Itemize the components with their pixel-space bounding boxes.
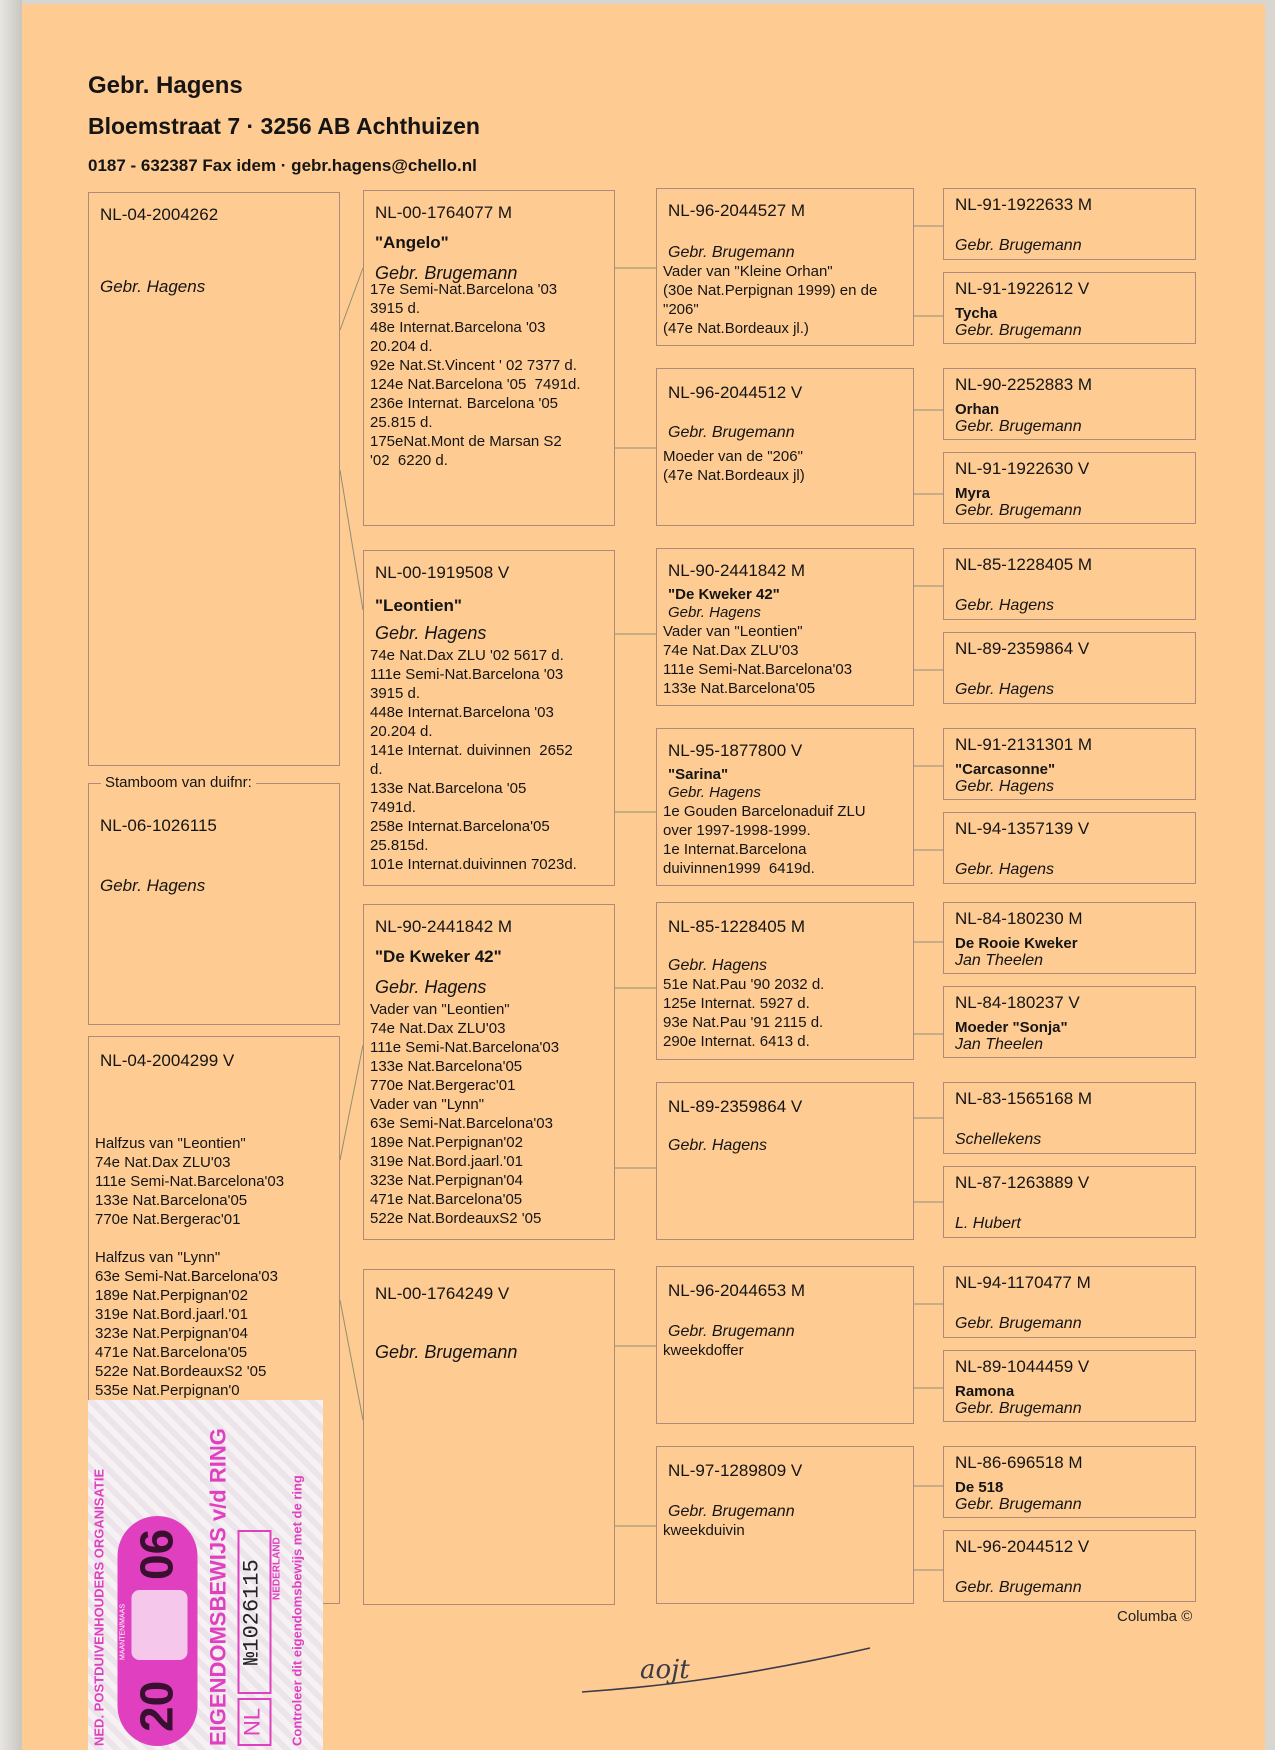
father-owner: Gebr. Hagens bbox=[100, 277, 206, 296]
sire-id: NL-00-1764077 M bbox=[375, 203, 513, 222]
gp-name-3: "De Kweker 42" bbox=[668, 586, 780, 603]
dam-id: NL-00-1919508 V bbox=[375, 563, 510, 582]
ggp-name: De 518 bbox=[955, 1479, 1004, 1496]
ring-country: NL bbox=[238, 1698, 272, 1746]
lion-emblem-icon bbox=[132, 1590, 188, 1660]
gp-id-4: NL-95-1877800 V bbox=[668, 741, 803, 760]
ggp-owner: Gebr. Brugemann bbox=[955, 1400, 1082, 1417]
ring-year-a: 20 bbox=[130, 1680, 183, 1732]
ggp-box bbox=[943, 1082, 1196, 1154]
ggp-owner: Jan Theelen bbox=[955, 1036, 1044, 1053]
gp-notes-7: kweekdoffer bbox=[663, 1342, 744, 1359]
gp-id-6: NL-89-2359864 V bbox=[668, 1097, 803, 1116]
ggp-box bbox=[943, 1350, 1196, 1422]
ggp-owner: Gebr. Brugemann bbox=[955, 502, 1082, 519]
ggp-owner: Gebr. Hagens bbox=[955, 778, 1055, 795]
subject-label: Stamboom van duifnr: bbox=[101, 774, 256, 791]
gp-owner-4: Gebr. Hagens bbox=[668, 784, 761, 801]
ggp-id: NL-84-180230 M bbox=[955, 909, 1083, 928]
gp-notes-1: Vader van "Kleine Orhan" (30e Nat.Perpignan 1999) en de "206" (47e Nat.Bordeaux jl.) bbox=[663, 263, 878, 337]
ggp-id: NL-96-2044512 V bbox=[955, 1537, 1090, 1556]
ggp-name: "Carcasonne" bbox=[955, 761, 1056, 778]
gp-box-3 bbox=[656, 548, 914, 706]
ggp-owner: Gebr. Brugemann bbox=[955, 418, 1082, 435]
gp-id-8: NL-97-1289809 V bbox=[668, 1461, 803, 1480]
mother-notes: Halfzus van "Leontien" 74e Nat.Dax ZLU'03 111e Semi-Nat.Barcelona'03 133e Nat.Barcelona'05 770e Nat.Bergerac'01 Halfzus van "Lynn" 63e Semi-Nat.Barcelona'03 189e Nat.Perpignan'02 319e Nat.Bord.jaarl.'01 323e Nat.Perpignan'04 471e Nat.Barcelona'05 522e Nat.BordeauxS2 '05 535e Nat.Perpignan'0 bbox=[95, 1135, 285, 1399]
father-box bbox=[88, 192, 340, 766]
ggp-id: NL-91-2131301 M bbox=[955, 735, 1093, 754]
ring-land: NEDERLAND bbox=[271, 1537, 283, 1600]
ggp-id: NL-83-1565168 M bbox=[955, 1089, 1093, 1108]
gp-notes-2: Moeder van de "206" (47e Nat.Bordeaux jl) bbox=[663, 448, 805, 484]
signature bbox=[580, 1640, 880, 1700]
dam-results: 74e Nat.Dax ZLU '02 5617 d. 111e Semi-Nat.Barcelona '03 3915 d. 448e Internat.Barcelona '03 20.204 d. 141e Internat. duivinnen 2652 d. 133e Nat.Barcelona '05 7491d. 258e Internat.Barcelona'05 25.815d. 101e Internat.duivinnen 7023d. bbox=[370, 647, 577, 873]
maternal-dam-box bbox=[363, 1269, 615, 1605]
ggp-owner: Gebr. Brugemann bbox=[955, 1579, 1082, 1596]
ggp-name: Orhan bbox=[955, 401, 1000, 418]
ggp-box bbox=[943, 1446, 1196, 1518]
gp-owner-6: Gebr. Hagens bbox=[668, 1137, 768, 1154]
ggp-box bbox=[943, 902, 1196, 974]
subject-id: NL-06-1026115 bbox=[100, 816, 217, 835]
ggp-name: Tycha bbox=[955, 305, 998, 322]
ggp-owner: Gebr. Hagens bbox=[955, 861, 1055, 878]
dam-box bbox=[363, 550, 615, 886]
ggp-id: NL-89-2359864 V bbox=[955, 639, 1090, 658]
ring-small-text: MAANTEN/MAAS bbox=[119, 1603, 127, 1660]
ggp-id: NL-84-180237 V bbox=[955, 993, 1080, 1012]
gp-box-2 bbox=[656, 368, 914, 526]
sire-box bbox=[363, 190, 615, 526]
gp-owner-3: Gebr. Hagens bbox=[668, 604, 761, 621]
mother-id: NL-04-2004299 V bbox=[100, 1051, 235, 1070]
breeder-contact: 0187 - 632387 Fax idem · gebr.hagens@chello.nl bbox=[88, 156, 477, 175]
ggp-name: Ramona bbox=[955, 1383, 1015, 1400]
ggp-box bbox=[943, 272, 1196, 344]
gp-owner-5: Gebr. Hagens bbox=[668, 957, 768, 974]
dam-name: "Leontien" bbox=[375, 596, 462, 615]
ggp-owner: Gebr. Brugemann bbox=[955, 322, 1082, 339]
gp-id-7: NL-96-2044653 M bbox=[668, 1281, 806, 1300]
gp-notes-8: kweekduivin bbox=[663, 1522, 745, 1539]
ring-certificate bbox=[88, 1400, 323, 1750]
ggp-box bbox=[943, 986, 1196, 1058]
ggp-id: NL-87-1263889 V bbox=[955, 1173, 1090, 1192]
ring-title: EIGENDOMSBEWIJS v/d RING bbox=[205, 1428, 231, 1746]
gp-notes-4: 1e Gouden Barcelonaduif ZLU over 1997-1998-1999. 1e Internat.Barcelona duivinnen1999 6419d. bbox=[663, 803, 866, 877]
ggp-owner: L. Hubert bbox=[955, 1215, 1021, 1232]
ggp-id: NL-91-1922630 V bbox=[955, 459, 1090, 478]
ggp-id: NL-85-1228405 M bbox=[955, 555, 1093, 574]
ring-year-b: 06 bbox=[130, 1528, 183, 1580]
svg-text:aojt: aojt bbox=[640, 1655, 690, 1685]
ring-number: №1026115 bbox=[238, 1530, 272, 1694]
maternal-sire-results: Vader van "Leontien" 74e Nat.Dax ZLU'03 111e Semi-Nat.Barcelona'03 133e Nat.Barcelona'05 770e Nat.Bergerac'01 Vader van "Lynn" 63e Semi-Nat.Barcelona'03 189e Nat.Perpignan'02 319e Nat.Bord.jaarl.'01 323e Nat.Perpignan'04 471e Nat.Barcelona'05 522e Nat.BordeauxS2 '05 bbox=[370, 1001, 560, 1227]
ggp-owner: Gebr. Brugemann bbox=[955, 1315, 1082, 1332]
ggp-id: NL-94-1357139 V bbox=[955, 819, 1090, 838]
ggp-box bbox=[943, 548, 1196, 620]
ggp-box bbox=[943, 452, 1196, 524]
ggp-owner: Gebr. Brugemann bbox=[955, 237, 1082, 254]
father-id: NL-04-2004262 bbox=[100, 205, 219, 224]
columba-credit: Columba © bbox=[1117, 1608, 1193, 1625]
ggp-owner: Jan Theelen bbox=[955, 952, 1044, 969]
gp-owner-7: Gebr. Brugemann bbox=[668, 1323, 795, 1340]
breeder-name: Gebr. Hagens bbox=[88, 72, 243, 99]
ggp-owner: Schellekens bbox=[955, 1131, 1042, 1148]
ggp-box bbox=[943, 1266, 1196, 1338]
maternal-dam-owner: Gebr. Brugemann bbox=[375, 1342, 518, 1362]
gp-box-1 bbox=[656, 188, 914, 346]
ggp-id: NL-90-2252883 M bbox=[955, 375, 1093, 394]
gp-name-4: "Sarina" bbox=[668, 766, 729, 783]
gp-box-7 bbox=[656, 1266, 914, 1424]
gp-notes-5: 51e Nat.Pau '90 2032 d. 125e Internat. 5927 d. 93e Nat.Pau '91 2115 d. 290e Internat. 6413 d. bbox=[663, 976, 825, 1050]
ggp-owner: Gebr. Hagens bbox=[955, 597, 1055, 614]
maternal-dam-id: NL-00-1764249 V bbox=[375, 1284, 510, 1303]
gp-box-8 bbox=[656, 1446, 914, 1604]
ring-org: NED. POSTDUIVENHOUDERS ORGANISATIE bbox=[91, 1468, 107, 1746]
gp-box-6 bbox=[656, 1082, 914, 1240]
ggp-box bbox=[943, 728, 1196, 800]
ggp-id: NL-89-1044459 V bbox=[955, 1357, 1090, 1376]
breeder-address: Bloemstraat 7 · 3256 AB Achthuizen bbox=[88, 113, 480, 139]
sire-owner: Gebr. Brugemann bbox=[375, 263, 518, 283]
ggp-box bbox=[943, 1530, 1196, 1602]
gp-id-2: NL-96-2044512 V bbox=[668, 383, 803, 402]
maternal-sire-id: NL-90-2441842 M bbox=[375, 917, 513, 936]
ggp-owner: Gebr. Hagens bbox=[955, 681, 1055, 698]
ggp-id: NL-91-1922612 V bbox=[955, 279, 1090, 298]
ggp-id: NL-94-1170477 M bbox=[955, 1273, 1091, 1292]
ggp-owner: Gebr. Brugemann bbox=[955, 1496, 1082, 1513]
gp-owner-2: Gebr. Brugemann bbox=[668, 424, 795, 441]
subject-box bbox=[88, 774, 340, 1025]
gp-id-3: NL-90-2441842 M bbox=[668, 561, 806, 580]
ggp-id: NL-91-1922633 M bbox=[955, 195, 1093, 214]
ggp-box bbox=[943, 368, 1196, 440]
ggp-box bbox=[943, 632, 1196, 704]
gp-id-1: NL-96-2044527 M bbox=[668, 201, 806, 220]
gp-id-5: NL-85-1228405 M bbox=[668, 917, 806, 936]
ggp-name: Moeder "Sonja" bbox=[955, 1019, 1068, 1036]
sire-results: 17e Semi-Nat.Barcelona '03 3915 d. 48e Internat.Barcelona '03 20.204 d. 92e Nat.St.Vincent ' 02 7377 d. 124e Nat.Barcelona '05 7491d. 236e Internat. Barcelona '05 25.815 d. 175eNat.Mont de Marsan S2 '02 6220 d. bbox=[370, 281, 581, 469]
sire-name: "Angelo" bbox=[375, 233, 449, 252]
gp-owner-1: Gebr. Brugemann bbox=[668, 244, 795, 261]
subject-owner: Gebr. Hagens bbox=[100, 876, 206, 895]
maternal-sire-owner: Gebr. Hagens bbox=[375, 977, 487, 997]
ggp-box bbox=[943, 188, 1196, 260]
maternal-sire-name: "De Kweker 42" bbox=[375, 947, 502, 966]
ggp-box bbox=[943, 812, 1196, 884]
maternal-sire-box bbox=[363, 904, 615, 1240]
ggp-name: Myra bbox=[955, 485, 991, 502]
ggp-name: De Rooie Kweker bbox=[955, 935, 1078, 952]
ggp-id: NL-86-696518 M bbox=[955, 1453, 1083, 1472]
gp-notes-3: Vader van "Leontien" 74e Nat.Dax ZLU'03 111e Semi-Nat.Barcelona'03 133e Nat.Barcelona'05 bbox=[663, 623, 853, 697]
gp-box-5 bbox=[656, 902, 914, 1060]
ring-note: Controleer dit eigendomsbewijs met de ring bbox=[289, 1475, 305, 1746]
gp-owner-8: Gebr. Brugemann bbox=[668, 1503, 795, 1520]
ggp-box bbox=[943, 1166, 1196, 1238]
dam-owner: Gebr. Hagens bbox=[375, 623, 487, 643]
gp-box-4 bbox=[656, 728, 914, 886]
